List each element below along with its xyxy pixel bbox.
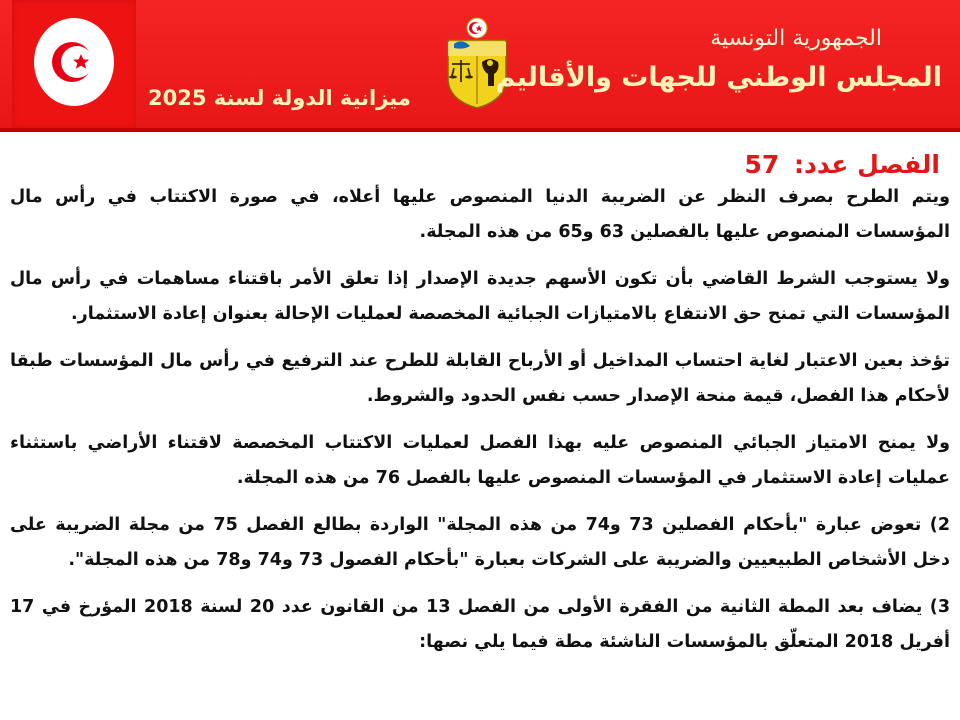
chapter-number: 57 [744,150,780,179]
flag-panel [12,0,136,128]
tunisia-flag-icon [30,14,118,110]
paragraph-3: تؤخذ بعين الاعتبار لغاية احتساب المداخيل أو الأرباح القابلة للطرح عند الترفيع في رأس مال المؤسسات طبقا لأحكام هذا الفصل، قيمة منحة الإصدار حسب نفس الحدود والشروط. [10,351,950,406]
header-banner [0,0,960,132]
header-divider [0,128,960,132]
republic-title: الجمهورية التونسية [710,26,882,51]
paragraph-5: 2) تعوض عبارة "بأحكام الفصلين 73 و74 من هذه المجلة" الواردة بطالع الفصل 75 من مجلة الضريبة على دخل الأشخاص الطبيعيين والضريبة على الشركات بعبارة "بأحكام الفصول 73 و74 و78 من هذه المجلة". [10,515,950,570]
council-title: المجلس الوطني للجهات والأقاليم [495,62,942,93]
chapter-heading [10,150,940,180]
document-body [10,150,950,672]
chapter-label: الفصل عدد: [794,150,940,179]
paragraph-6: 3) يضاف بعد المطة الثانية من الفقرة الأولى من الفصل 13 من القانون عدد 20 لسنة 2018 المؤرخ في 17 أفريل 2018 المتعلّق بالمؤسسات الناشئة مطة فيما يلي نصها: [10,597,950,652]
paragraph-1: ويتم الطرح بصرف النظر عن الضريبة الدنيا المنصوص عليها أعلاه، في صورة الاكتتاب في رأس مال المؤسسات المنصوص عليها بالفصلين 63 و65 من هذه المجلة. [10,187,950,242]
budget-title: ميزانية الدولة لسنة 2025 [148,86,411,110]
paragraph-4: ولا يمنح الامتياز الجبائي المنصوص عليه بهذا الفصل لعمليات الاكتتاب المخصصة لاقتناء الأراضي باستثناء عمليات إعادة الاستثمار في المؤسسات المنصوص عليها بالفصل 76 من هذه المجلة. [10,433,950,488]
paragraph-2: ولا يستوجب الشرط القاضي بأن تكون الأسهم جديدة الإصدار إذا تعلق الأمر باقتناء مساهمات في رأس مال المؤسسات التي تمنح حق الانتفاع بالامتيازات الجبائية المخصصة لعمليات الإحالة بعنوان إعادة الاستثمار. [10,269,950,324]
